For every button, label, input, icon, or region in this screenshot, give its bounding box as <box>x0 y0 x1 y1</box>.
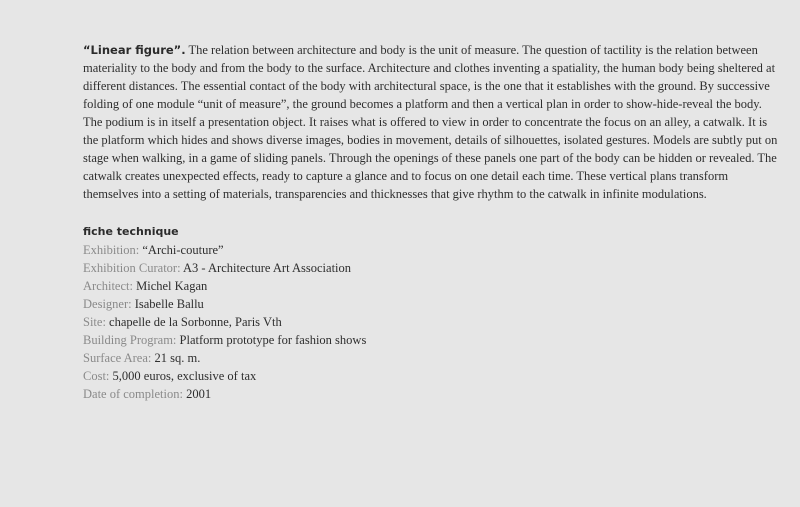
project-description <box>83 41 783 203</box>
sheet-row-architect <box>83 277 783 295</box>
sheet-label: Site: <box>83 315 106 329</box>
sheet-value: 5,000 euros, exclusive of tax <box>112 369 257 383</box>
project-title: “Linear figure”. <box>83 43 186 57</box>
technical-sheet-title: fiche technique <box>83 225 179 238</box>
technical-sheet <box>83 223 783 403</box>
sheet-row-cost <box>83 367 783 385</box>
sheet-value: 2001 <box>186 387 212 401</box>
sheet-row-site <box>83 313 783 331</box>
sheet-value: 21 sq. m. <box>154 351 201 365</box>
sheet-row-designer <box>83 295 783 313</box>
sheet-label: Date of completion: <box>83 387 183 401</box>
sheet-value: Michel Kagan <box>136 279 208 293</box>
sheet-value: Isabelle Ballu <box>134 297 204 311</box>
sheet-label: Building Program: <box>83 333 177 347</box>
sheet-value: Platform prototype for fashion shows <box>179 333 367 347</box>
sheet-label: Exhibition Curator: <box>83 261 181 275</box>
sheet-value: chapelle de la Sorbonne, Paris Vth <box>109 315 282 329</box>
sheet-label: Exhibition: <box>83 243 140 257</box>
project-content <box>83 41 783 403</box>
description-text: The relation between architecture and body is the unit of measure. The question of tactility is the relation between materiality to the body and from the body to the surface. Architecture and clothes inventing a spatiality, the human body being sheltered at different distances. The essential contact of the body with architectural space, is the one that it establishes with the ground. By successive folding of one module “unit of measure”, the ground becomes a platform and then a vertical plan in order to show-hide-reveal the body. The podium is in itself a presentation object. It raises what is offered to view in order to concentrate the focus on an alley, a catwalk. It is the platform which hides and shows diverse images, bodies in movement, details of silhouettes, isolated gestures. Models are subtly put on stage when walking, in a game of sliding panels. Through the openings of these panels one part of the body can be hidden or revealed. The catwalk creates unexpected effects, ready to capture a glance and to focus on one detail each time. These vertical plans transform themselves into a setting of materials, transparencies and thicknesses that give rhythm to the catwalk in infinite modulations. <box>83 43 778 201</box>
sheet-label: Designer: <box>83 297 132 311</box>
sheet-row-curator <box>83 259 783 277</box>
sheet-value: A3 - Architecture Art Association <box>183 261 352 275</box>
sheet-row-completion <box>83 385 783 403</box>
sheet-row-exhibition <box>83 241 783 259</box>
sheet-label: Surface Area: <box>83 351 152 365</box>
sheet-row-surface <box>83 349 783 367</box>
sheet-row-program <box>83 331 783 349</box>
sheet-label: Architect: <box>83 279 133 293</box>
sheet-label: Cost: <box>83 369 110 383</box>
sheet-value: “Archi-couture” <box>142 243 224 257</box>
